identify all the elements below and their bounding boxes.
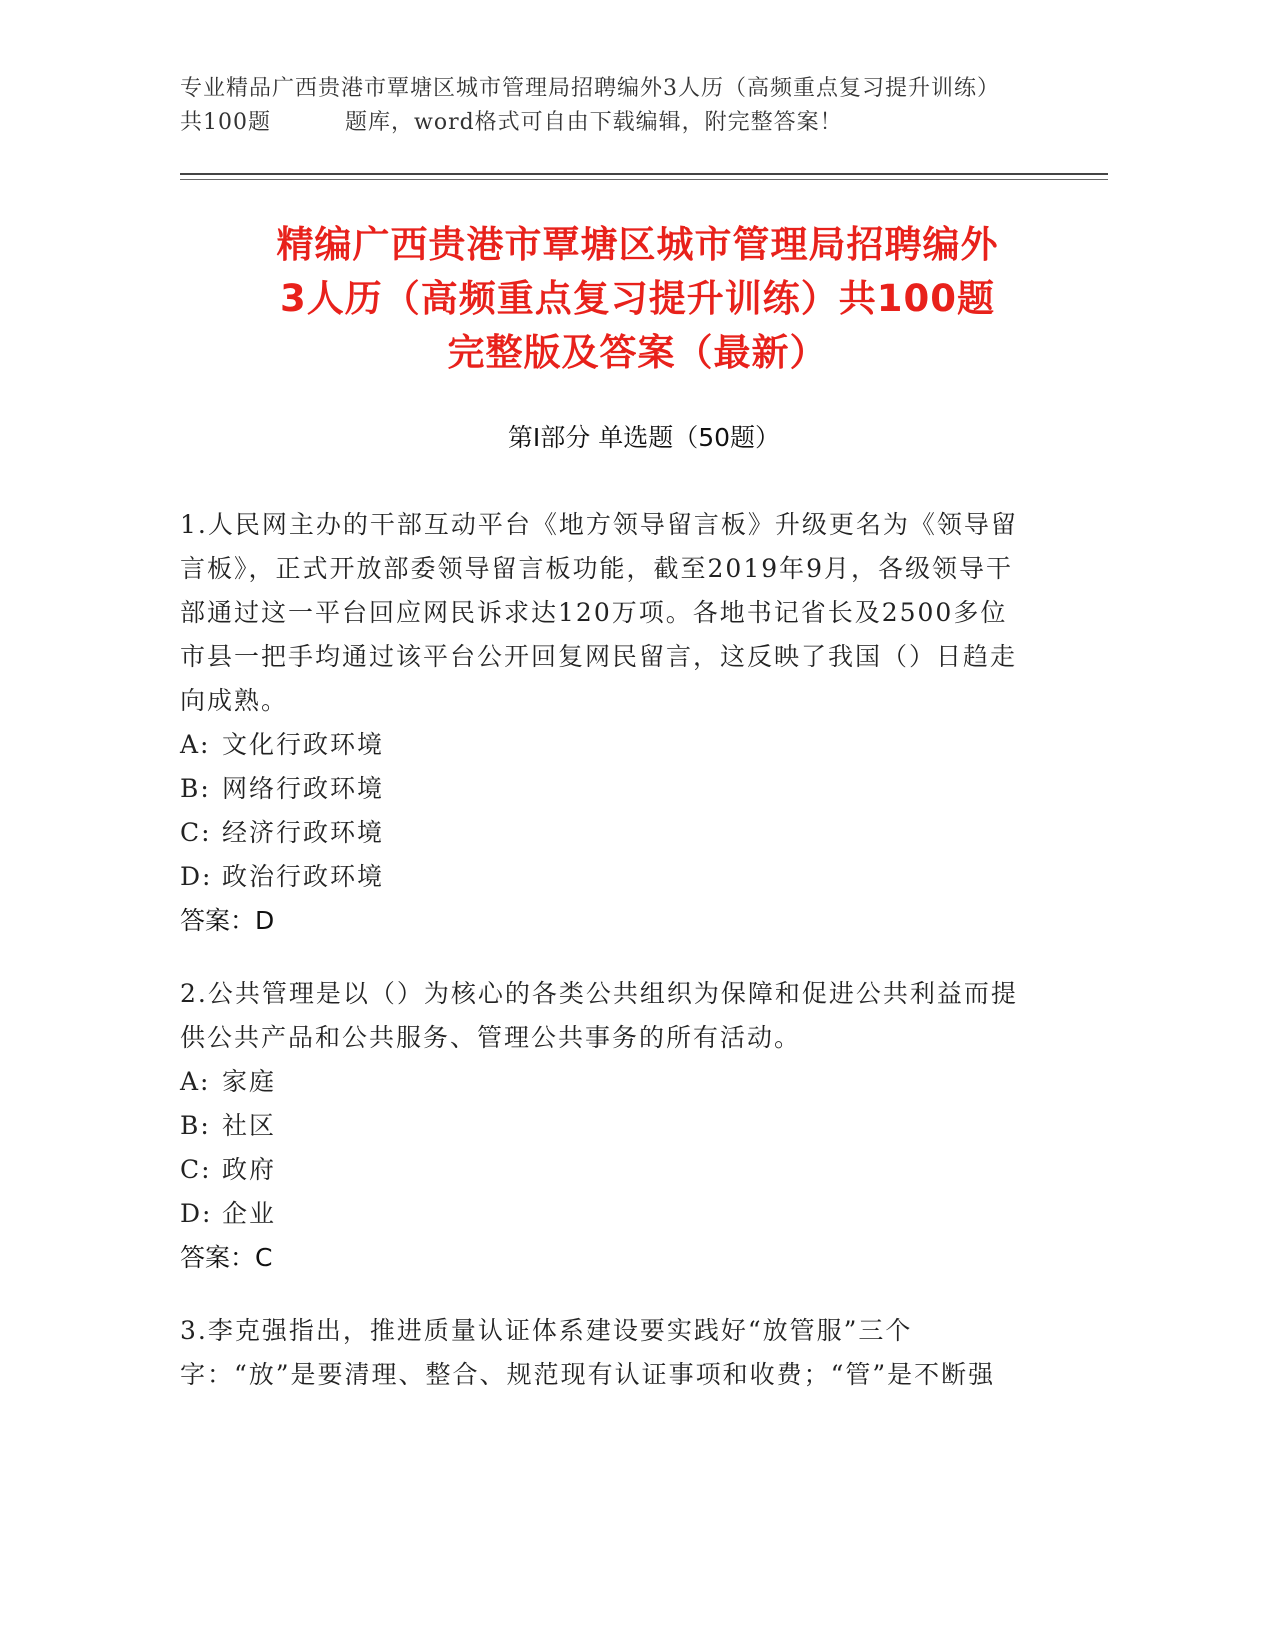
question-3 [180, 1309, 1030, 1397]
header-divider-thin [180, 179, 1108, 180]
option-label: D: [180, 1199, 213, 1228]
section-title: 第Ⅰ部分 单选题（50题） [507, 423, 781, 452]
header-question-count: 共100题 [180, 110, 271, 135]
header-note [180, 72, 1100, 140]
question-1 [180, 503, 1030, 943]
option-label: D: [180, 862, 213, 891]
option-label: B: [180, 774, 211, 803]
option-label: C: [180, 818, 212, 847]
question-stem: 1.人民网主办的干部互动平台《地方领导留言板》升级更名为《领导留言板》，正式开放部委领导留言板功能，截至2019年9月，各级领导干部通过这一平台回应网民诉求达120万项。各地书记省长及2500多位市县一把手均通过该平台公开回复网民留言，这反映了我国（）日趋走向成熟。 [180, 510, 1018, 715]
document-title-line3: 完整版及答案（最新） [447, 331, 828, 374]
option-label: A: [180, 1067, 211, 1096]
option-c [180, 811, 1030, 855]
option-a [180, 723, 1030, 767]
answer-line: 答案：C [180, 1243, 273, 1272]
option-label: A: [180, 730, 211, 759]
option-text: 文化行政环境 [222, 730, 385, 759]
document-title-line2: 3人历（高频重点复习提升训练）共100题 [280, 277, 995, 320]
document-title [150, 218, 1125, 380]
option-d [180, 855, 1030, 899]
question-stem: 2.公共管理是以（）为核心的各类公共组织为保障和促进公共利益而提供公共产品和公共服务、管理公共事务的所有活动。 [180, 979, 1018, 1052]
option-text: 社区 [222, 1111, 277, 1140]
document-title-line1: 精编广西贵港市覃塘区城市管理局招聘编外 [276, 223, 999, 266]
question-stem: 3.李克强指出，推进质量认证体系建设要实践好“放管服”三个字：“放”是要清理、整合、规范现有认证事项和收费；“管”是不断强 [180, 1316, 996, 1389]
option-d [180, 1192, 1030, 1236]
question-list [180, 503, 1030, 1426]
header-divider-thick [180, 173, 1108, 175]
option-text: 经济行政环境 [222, 818, 385, 847]
question-2 [180, 972, 1030, 1280]
option-text: 政府 [222, 1155, 277, 1184]
option-c [180, 1148, 1030, 1192]
option-a [180, 1060, 1030, 1104]
option-text: 企业 [222, 1199, 277, 1228]
header-note-line1: 专业精品广西贵港市覃塘区城市管理局招聘编外3人历（高频重点复习提升训练） [180, 76, 1000, 101]
answer-line: 答案：D [180, 906, 275, 935]
option-b [180, 1104, 1030, 1148]
option-text: 政治行政环境 [222, 862, 385, 891]
option-text: 家庭 [222, 1067, 277, 1096]
option-b [180, 767, 1030, 811]
header-download-note: 题库，word格式可自由下载编辑，附完整答案！ [345, 110, 843, 135]
header-note-line2 [180, 106, 1100, 140]
option-text: 网络行政环境 [222, 774, 385, 803]
option-label: B: [180, 1111, 211, 1140]
option-label: C: [180, 1155, 212, 1184]
